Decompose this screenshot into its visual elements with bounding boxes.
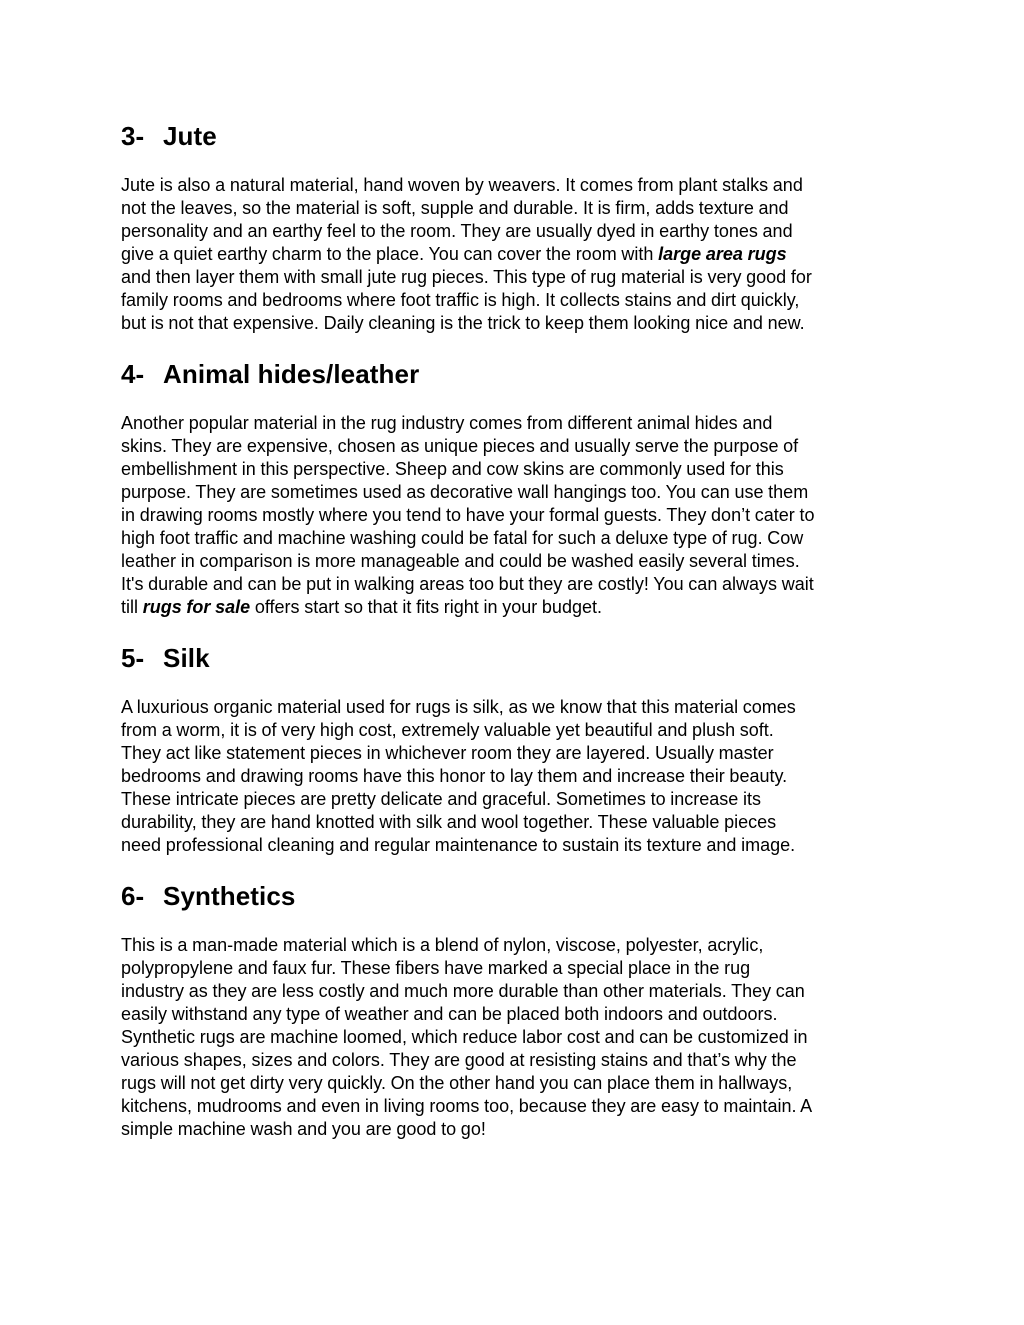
- section-paragraph: [121, 934, 906, 1141]
- text-run: It's durable and can be put in walking areas too but they are costly! You can always wait: [121, 574, 814, 594]
- paragraph-line: [121, 788, 906, 811]
- text-run: family rooms and bedrooms where foot traffic is high. It collects stains and dirt quickly,: [121, 290, 800, 310]
- paragraph-line: [121, 197, 906, 220]
- paragraph-line: [121, 765, 906, 788]
- paragraph-line: [121, 458, 906, 481]
- paragraph-line: [121, 1003, 906, 1026]
- paragraph-line: [121, 481, 906, 504]
- text-run: polypropylene and faux fur. These fibers have marked a special place in the rug: [121, 958, 751, 978]
- text-run: They act like statement pieces in whichever room they are layered. Usually master: [121, 743, 774, 763]
- paragraph-line: [121, 504, 906, 527]
- section-title: Silk: [163, 643, 210, 673]
- text-run: This is a man-made material which is a blend of nylon, viscose, polyester, acrylic,: [121, 935, 764, 955]
- section-title: Synthetics: [163, 881, 296, 911]
- paragraph-line: [121, 527, 906, 550]
- paragraph-line: [121, 435, 906, 458]
- paragraph-line: [121, 980, 906, 1003]
- paragraph-line: [121, 834, 906, 857]
- text-run: bedrooms and drawing rooms have this honor to lay them and increase their beauty.: [121, 766, 788, 786]
- section-synthetics: [121, 878, 906, 1141]
- document-page: [121, 118, 906, 1162]
- paragraph-line: [121, 573, 906, 596]
- paragraph-line: [121, 596, 906, 619]
- text-run: but is not that expensive. Daily cleaning is the trick to keep them looking nice and new.: [121, 313, 805, 333]
- rugs-for-sale-link[interactable]: rugs for sale: [142, 597, 251, 617]
- paragraph-line: [121, 696, 906, 719]
- text-run: Another popular material in the rug industry comes from different animal hides and: [121, 413, 773, 433]
- text-run: Synthetic rugs are machine loomed, which reduce labor cost and can be customized in: [121, 1027, 808, 1047]
- section-animal-hides: [121, 356, 906, 619]
- paragraph-line: [121, 312, 906, 335]
- text-run: need professional cleaning and regular maintenance to sustain its texture and image.: [121, 835, 796, 855]
- paragraph-line: [121, 243, 906, 266]
- text-run: from a worm, it is of very high cost, extremely valuable yet beautiful and plush soft.: [121, 720, 774, 740]
- text-run: purpose. They are sometimes used as decorative wall hangings too. You can use them: [121, 482, 809, 502]
- text-run: These intricate pieces are pretty delicate and graceful. Sometimes to increase its: [121, 789, 762, 809]
- paragraph-line: [121, 550, 906, 573]
- paragraph-line: [121, 811, 906, 834]
- text-run: high foot traffic and machine washing could be fatal for such a deluxe type of rug. Cow: [121, 528, 804, 548]
- text-run: personality and an earthy feel to the room. They are usually dyed in earthy tones and: [121, 221, 793, 241]
- section-number: 5-: [121, 643, 145, 673]
- section-heading: [121, 356, 906, 392]
- text-run: and then layer them with small jute rug pieces. This type of rug material is very good for: [121, 267, 812, 287]
- section-silk: [121, 640, 906, 857]
- section-number: 4-: [121, 359, 145, 389]
- paragraph-line: [121, 1095, 906, 1118]
- paragraph-line: [121, 174, 906, 197]
- paragraph-line: [121, 289, 906, 312]
- paragraph-line: [121, 742, 906, 765]
- section-number: 3-: [121, 121, 145, 151]
- text-run: embellishment in this perspective. Sheep and cow skins are commonly used for this: [121, 459, 784, 479]
- section-title: Jute: [163, 121, 217, 151]
- text-run: leather in comparison is more manageable and could be washed easily several times.: [121, 551, 800, 571]
- section-heading: [121, 118, 906, 154]
- section-jute: [121, 118, 906, 335]
- text-run: kitchens, mudrooms and even in living rooms too, because they are easy to maintain. A: [121, 1096, 813, 1116]
- text-run: in drawing rooms mostly where you tend to have your formal guests. They don’t cater to: [121, 505, 815, 525]
- paragraph-line: [121, 1118, 906, 1141]
- section-title: Animal hides/leather: [163, 359, 420, 389]
- paragraph-line: [121, 1072, 906, 1095]
- text-run: industry as they are less costly and much more durable than other materials. They can: [121, 981, 805, 1001]
- paragraph-line: [121, 957, 906, 980]
- text-run: simple machine wash and you are good to go!: [121, 1119, 486, 1139]
- text-run: easily withstand any type of weather and can be placed both indoors and outdoors.: [121, 1004, 778, 1024]
- paragraph-line: [121, 412, 906, 435]
- section-paragraph: [121, 696, 906, 857]
- text-run: rugs will not get dirty very quickly. On the other hand you can place them in hallways,: [121, 1073, 793, 1093]
- section-heading: [121, 878, 906, 914]
- text-run: Jute is also a natural material, hand woven by weavers. It comes from plant stalks and: [121, 175, 803, 195]
- paragraph-line: [121, 1026, 906, 1049]
- text-run: skins. They are expensive, chosen as unique pieces and usually serve the purpose of: [121, 436, 799, 456]
- paragraph-line: [121, 719, 906, 742]
- text-run: not the leaves, so the material is soft, supple and durable. It is firm, adds texture and: [121, 198, 789, 218]
- paragraph-line: [121, 220, 906, 243]
- paragraph-line: [121, 266, 906, 289]
- text-run: offers start so that it fits right in your budget.: [250, 597, 602, 617]
- text-run: durability, they are hand knotted with silk and wool together. These valuable pieces: [121, 812, 777, 832]
- paragraph-line: [121, 934, 906, 957]
- text-run: till: [121, 597, 143, 617]
- text-run: give a quiet earthy charm to the place. You can cover the room with: [121, 244, 659, 264]
- text-run: A luxurious organic material used for rugs is silk, as we know that this material comes: [121, 697, 796, 717]
- large-area-rugs-link[interactable]: large area rugs: [658, 244, 787, 264]
- section-number: 6-: [121, 881, 145, 911]
- text-run: various shapes, sizes and colors. They are good at resisting stains and that’s why the: [121, 1050, 797, 1070]
- section-heading: [121, 640, 906, 676]
- section-paragraph: [121, 174, 906, 335]
- section-paragraph: [121, 412, 906, 619]
- paragraph-line: [121, 1049, 906, 1072]
